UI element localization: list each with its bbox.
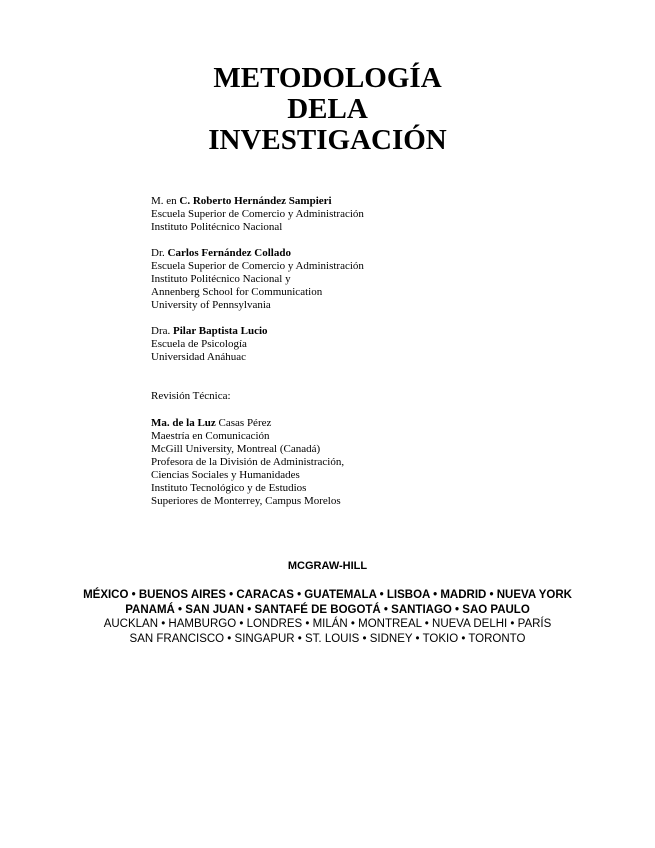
author-affiliation: Annenberg School for Communication [151,286,323,298]
cities-line-1: MÉXICO • BUENOS AIRES • CARACAS • GUATEMALA • LISBOA • MADRID • NUEVA YORK [83,589,572,601]
reviewer-block [151,417,611,508]
title-line-2: DELA [287,93,368,125]
reviewer-name-rest: Casas Pérez [215,417,272,429]
cities-line-4: SAN FRANCISCO • SINGAPUR • ST. LOUIS • SIDNEY • TOKIO • TORONTO [129,632,526,645]
cities-line-2: PANAMÁ • SAN JUAN • SANTAFÉ DE BOGOTÁ • SANTIAGO • SAO PAULO [125,603,530,616]
cities-line-3: AUCKLAN • HAMBURGO • LONDRES • MILÁN • MONTREAL • NUEVA DELHI • PARÍS [103,618,552,630]
author-affiliation: University of Pennsylvania [151,299,271,311]
publisher-name: MCGRAW-HILL [287,560,368,572]
review-heading: Revisión Técnica: [151,390,231,402]
author-affiliation: Instituto Politécnico Nacional y [151,273,291,285]
title-line-3: INVESTIGACIÓN [208,124,447,156]
author-affiliation: Escuela Superior de Comercio y Administración [151,208,364,220]
author-name: C. Roberto Hernández Sampieri [179,195,332,207]
author-block-3 [151,325,611,364]
author-affiliation: Universidad Anáhuac [151,351,246,363]
author-block-1 [151,195,611,234]
reviewer-name-bold: Ma. de la Luz [151,417,216,429]
author-name-line [151,195,611,208]
reviewer-affiliation: McGill University, Montreal (Canadá) [151,443,321,455]
publisher-cities [0,588,655,646]
book-title [0,63,655,156]
author-name-line [151,325,611,338]
author-name: Pilar Baptista Lucio [173,325,268,337]
reviewer-affiliation: Superiores de Monterrey, Campus Morelos [151,495,341,507]
author-prefix: Dra. [151,325,173,337]
author-prefix: Dr. [151,247,168,259]
author-affiliation: Instituto Politécnico Nacional [151,221,283,233]
reviewer-affiliation: Instituto Tecnológico y de Estudios [151,482,307,494]
author-name-line [151,247,611,260]
reviewer-name-line [151,417,611,430]
author-affiliation: Escuela de Psicología [151,338,247,350]
author-prefix: M. en [151,195,180,207]
author-affiliation: Escuela Superior de Comercio y Administración [151,260,364,272]
reviewer-affiliation: Maestría en Comunicación [151,430,270,442]
author-block-2 [151,247,611,312]
reviewer-affiliation: Profesora de la División de Administración, [151,456,345,468]
title-line-1: METODOLOGÍA [213,62,442,94]
author-name: Carlos Fernández Collado [167,247,291,259]
reviewer-affiliation: Ciencias Sociales y Humanidades [151,469,300,481]
